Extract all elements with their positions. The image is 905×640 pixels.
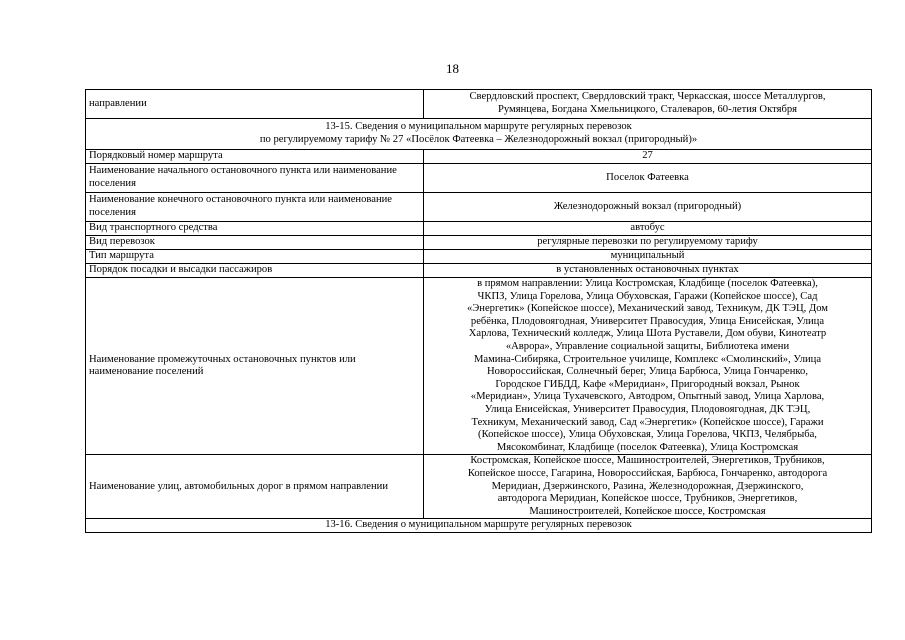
table-row	[86, 250, 872, 264]
table-row	[86, 90, 872, 119]
field-label-intermediate-stops: Наименование промежуточных остановочных пунктов или наименование поселений	[86, 278, 424, 455]
field-value: Железнодорожный вокзал (пригородный)	[424, 193, 872, 222]
value-line: Меридиан, Дзержинского, Разина, Железнодорожная, Дзержинского,	[491, 480, 804, 492]
field-value: 27	[424, 150, 872, 164]
field-value-direction	[424, 90, 872, 119]
value-line: Улица Енисейская, Университет Правосудия, Плодовоягодная, ДК ТЭЦ,	[484, 403, 811, 415]
value-line: Харлова, Технический колледж, Улица Шота Руставели, Дом обуви, Кинотеатр	[468, 328, 827, 340]
value-line: в прямом направлении: Улица Костромская, Кладбище (поселок Фатеевка),	[477, 278, 818, 289]
value-line: ребёнка, Плодовоягодная, Университет Правосудия, Улица Енисейская, Улица	[470, 315, 825, 327]
value-line: «Аврора», Управление социальной защиты, Библиотека имени	[505, 340, 790, 352]
field-label: Наименование конечного остановочного пункта или наименование поселения	[86, 193, 424, 222]
page-number: 18	[446, 61, 459, 76]
field-value: Поселок Фатеевка	[424, 164, 872, 193]
field-label: Вид транспортного средства	[86, 222, 424, 236]
table-row	[86, 236, 872, 250]
section-header-13-16: 13-16. Сведения о муниципальном маршруте регулярных перевозок	[86, 519, 872, 533]
value-line: Новороссийская, Солнечный берег, Улица Барбюса, Улица Гончаренко,	[487, 366, 808, 378]
value-line: Свердловский проспект, Свердловский тракт, Черкасская, шоссе Металлургов,	[469, 91, 826, 103]
field-label-streets: Наименование улиц, автомобильных дорог в прямом направлении	[86, 455, 424, 519]
field-value: в установленных остановочных пунктах	[424, 264, 872, 278]
section-header-13-15	[86, 119, 872, 150]
value-line: Копейское шоссе, Гагарина, Новороссийская, Барбюса, Гончаренко, автодорога	[467, 467, 828, 479]
value-line: Мясокомбинат, Кладбище (поселок Фатеевка), Улица Костромская	[496, 441, 799, 453]
field-label: Порядок посадки и высадки пассажиров	[86, 264, 424, 278]
field-label: Порядковый номер маршрута	[86, 150, 424, 164]
value-line: ЧКПЗ, Улица Горелова, Улица Обуховская, Гаражи (Копейское шоссе), Сад	[477, 290, 818, 302]
field-label: Тип маршрута	[86, 250, 424, 264]
value-line: «Энергетик» (Копейское шоссе), Механический завод, Техникум, ДК ТЭЦ, Дом	[467, 303, 828, 315]
field-value-streets	[424, 455, 872, 519]
value-line: Машиностроителей, Копейское шоссе, Костромская	[529, 505, 766, 517]
section-header-row	[86, 119, 872, 150]
value-line: Городское ГИБДД, Кафе «Меридиан», Пригородный вокзал, Рынок	[495, 378, 800, 390]
field-label: Вид перевозок	[86, 236, 424, 250]
section-title-line: по регулируемому тарифу № 27 «Посёлок Фатеевка – Железнодорожный вокзал (пригородный)»	[259, 134, 698, 145]
table-row	[86, 264, 872, 278]
field-value: регулярные перевозки по регулируемому тарифу	[424, 236, 872, 250]
value-line: Костромская, Копейское шоссе, Машиностроителей, Энергетиков, Трубников,	[470, 455, 825, 467]
field-value-intermediate-stops	[424, 278, 872, 455]
value-line: (Копейское шоссе), Улица Обуховская, Улица Горелова, ЧКПЗ, Челябрыба,	[478, 429, 817, 441]
table-row	[86, 150, 872, 164]
field-label: Наименование начального остановочного пункта или наименование поселения	[86, 164, 424, 193]
section-header-row	[86, 519, 872, 533]
value-line: Румянцева, Богдана Хмельницкого, Сталеваров, 60-летия Октября	[497, 104, 798, 115]
field-label-direction: направлении	[86, 90, 424, 119]
table-row	[86, 455, 872, 519]
value-line: автодорога Меридиан, Копейское шоссе, Трубников, Энергетиков,	[497, 493, 798, 505]
table-row	[86, 222, 872, 236]
value-line: Техникум, Механический завод, Сад «Энергетик» (Копейское шоссе), Гаражи	[471, 416, 824, 428]
section-title-line: 13-15. Сведения о муниципальном маршруте регулярных перевозок	[325, 121, 632, 133]
table-row	[86, 193, 872, 222]
field-value: автобус	[424, 222, 872, 236]
field-value: муниципальный	[424, 250, 872, 264]
value-line: Мамина-Сибиряка, Строительное училище, Комплекс «Смолинский», Улица	[473, 353, 822, 365]
route-info-table	[85, 89, 872, 533]
value-line: «Меридиан», Улица Тухачевского, Автодром, Опытный завод, Улица Харлова,	[470, 391, 825, 403]
table-row	[86, 164, 872, 193]
table-row	[86, 278, 872, 455]
